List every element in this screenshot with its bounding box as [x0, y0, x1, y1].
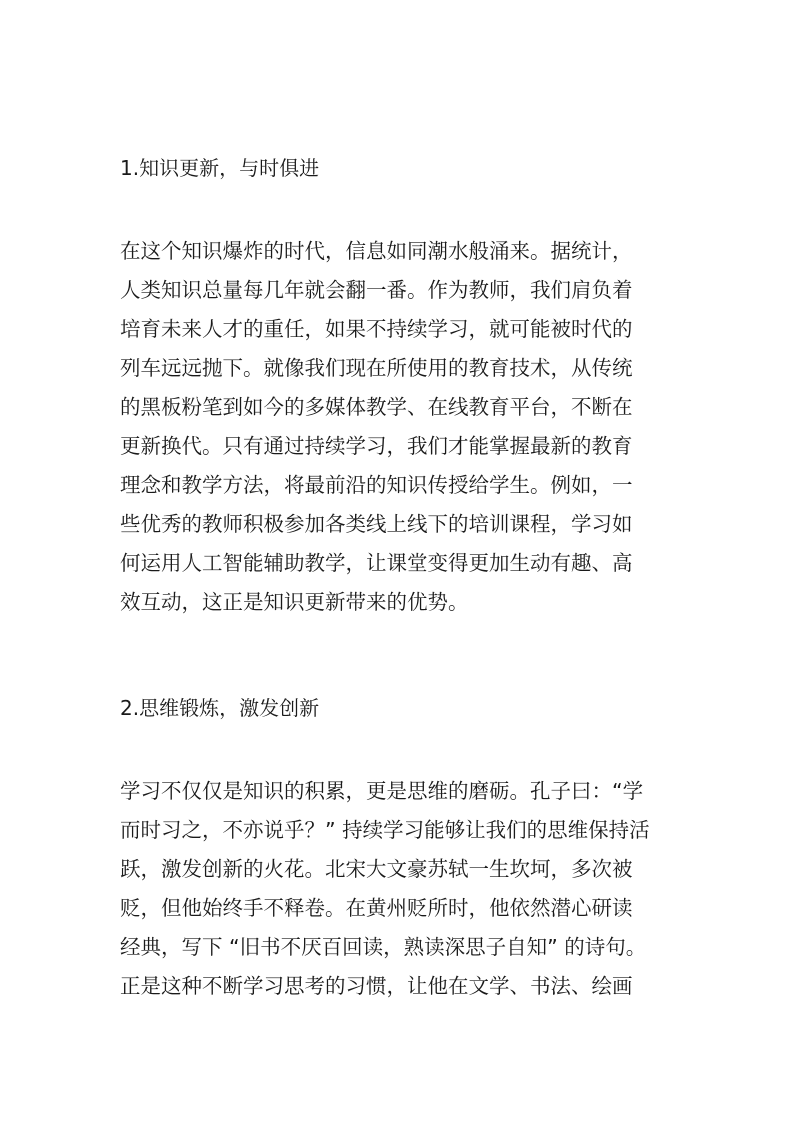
- paragraph-line: 效互动，这正是知识更新带来的优势。: [120, 590, 469, 614]
- section-paragraph: [120, 772, 690, 1006]
- paragraph-line: 经典，写下 “旧书不厌百回读，熟读深思子自知” 的诗句。: [120, 935, 647, 959]
- paragraph-line: 培育未来人才的重任，如果不持续学习，就可能被时代的: [120, 317, 633, 341]
- paragraph-line: 正是这种不断学习思考的习惯，让他在文学、书法、绘画: [120, 974, 633, 998]
- section-paragraph: [120, 232, 690, 622]
- paragraph-line: 而时习之，不亦说乎？” 持续学习能够让我们的思维保持活: [120, 818, 650, 842]
- paragraph-line: 学习不仅仅是知识的积累，更是思维的磨砺。孔子曰：“学: [120, 779, 644, 803]
- paragraph-line: 贬，但他始终手不释卷。在黄州贬所时，他依然潜心研读: [120, 896, 633, 920]
- paragraph-line: 人类知识总量每几年就会翻一番。作为教师，我们肩负着: [120, 278, 633, 302]
- paragraph-line: 何运用人工智能辅助教学，让课堂变得更加生动有趣、高: [120, 551, 633, 575]
- section-heading: 2.思维锻炼，激发创新: [120, 696, 320, 720]
- paragraph-line: 列车远远抛下。就像我们现在所使用的教育技术，从传统: [120, 356, 633, 380]
- paragraph-line: 些优秀的教师积极参加各类线上线下的培训课程，学习如: [120, 512, 633, 536]
- paragraph-line: 跃，激发创新的火花。北宋大文豪苏轼一生坎坷，多次被: [120, 857, 633, 881]
- paragraph-line: 更新换代。只有通过持续学习，我们才能掌握最新的教育: [120, 434, 633, 458]
- paragraph-line: 的黑板粉笔到如今的多媒体教学、在线教育平台，不断在: [120, 395, 633, 419]
- section-heading: 1.知识更新，与时俱进: [120, 156, 320, 180]
- paragraph-line: 理念和教学方法，将最前沿的知识传授给学生。例如，一: [120, 473, 633, 497]
- paragraph-line: 在这个知识爆炸的时代，信息如同潮水般涌来。据统计，: [120, 239, 633, 263]
